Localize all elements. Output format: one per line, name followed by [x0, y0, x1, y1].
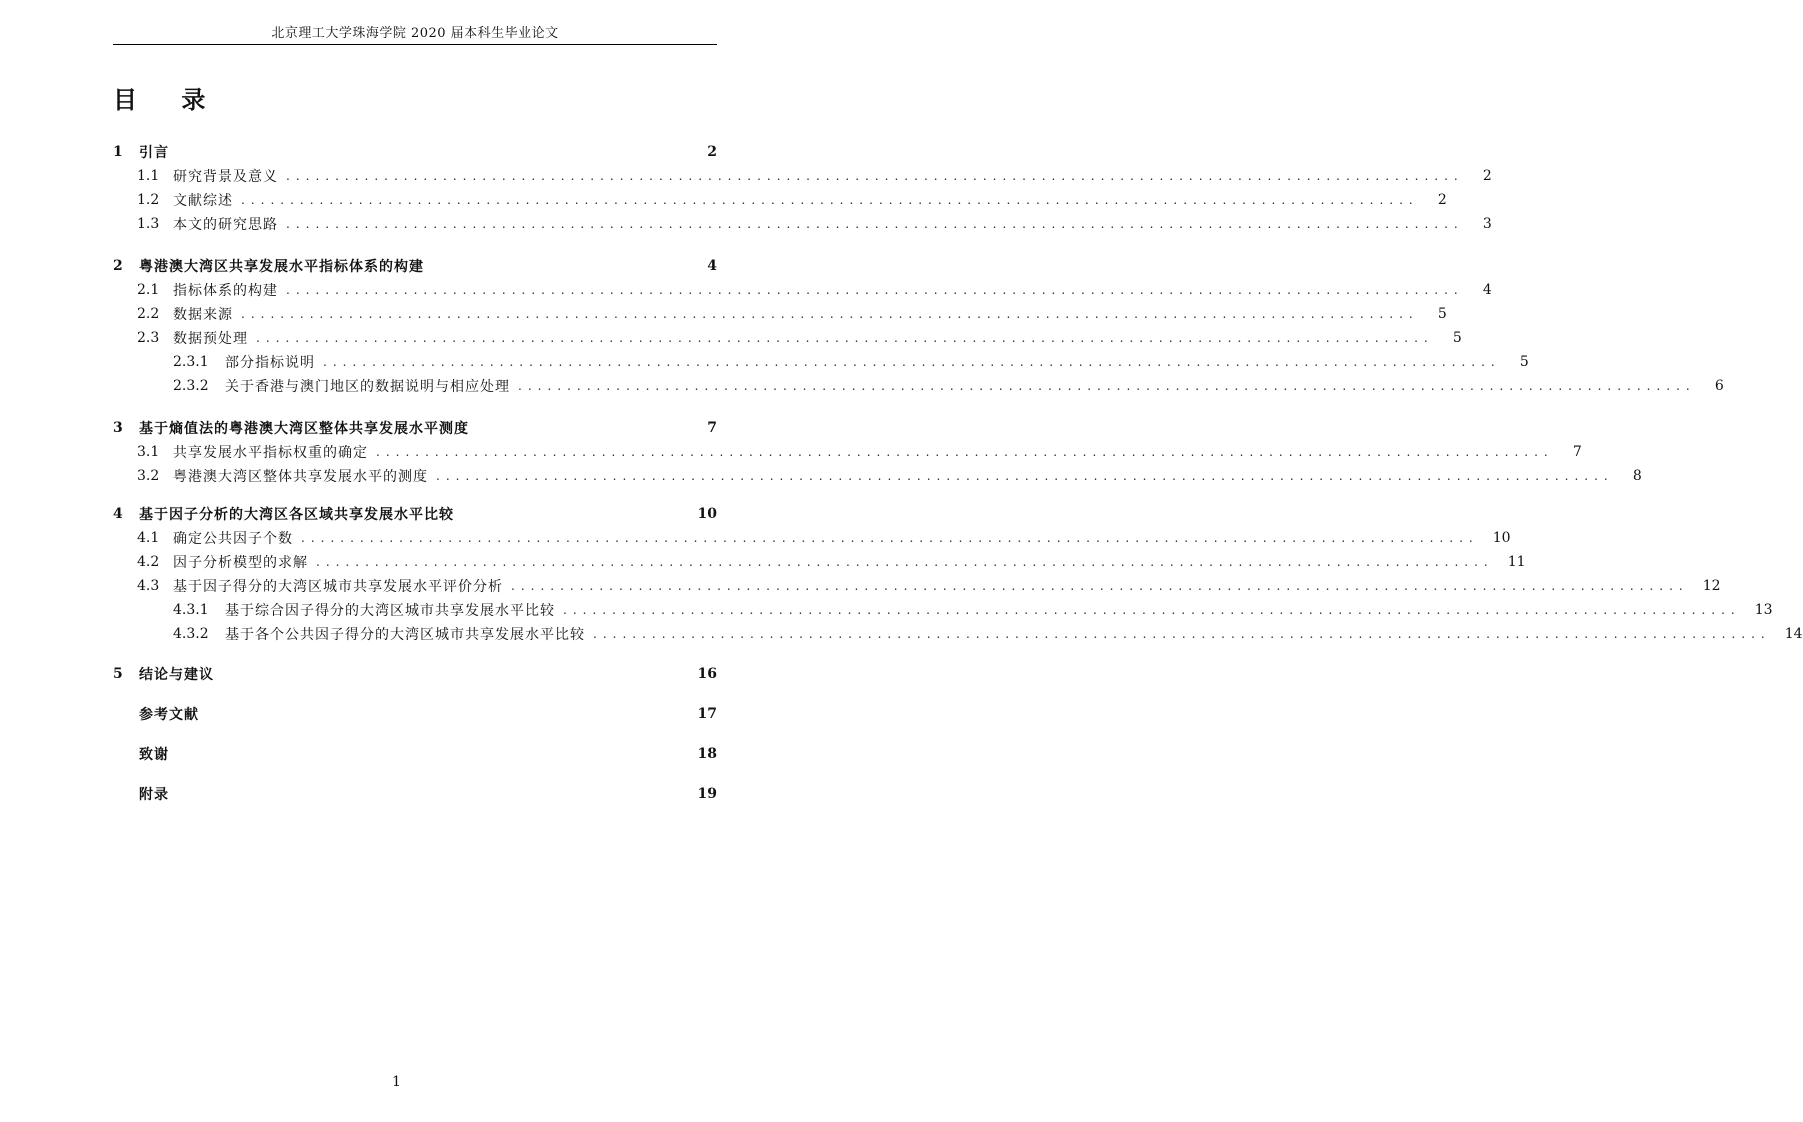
toc-dot-leader: ........................................................................................................................	[241, 193, 1419, 207]
toc-entry-label: 参考文献	[139, 707, 199, 723]
toc-entry-number: 4.3.1	[173, 602, 209, 618]
toc-entry[interactable]	[173, 600, 1773, 620]
toc-entry-number: 1.3	[137, 216, 160, 232]
page-number: 1	[392, 1074, 401, 1090]
toc-entry[interactable]	[173, 376, 1724, 396]
toc-entry-label: 部分指标说明	[225, 355, 315, 371]
toc-entry-page: 2	[707, 144, 717, 160]
toc-entry[interactable]	[113, 142, 717, 162]
toc-entry-page: 16	[697, 666, 717, 682]
toc-entry[interactable]	[137, 280, 1492, 300]
toc-entry[interactable]	[137, 466, 1642, 486]
toc-entry-label: 基于因子得分的大湾区城市共享发展水平评价分析	[173, 579, 503, 595]
toc-entry-label: 文献综述	[173, 193, 233, 209]
toc-entry-number: 1	[113, 144, 123, 160]
toc-entry[interactable]	[113, 504, 717, 524]
toc-entry[interactable]	[113, 664, 717, 684]
toc-entry-page: 5	[1519, 354, 1529, 370]
toc-entry-page: 4	[1482, 282, 1492, 298]
toc-entry-label: 粤港澳大湾区共享发展水平指标体系的构建	[139, 259, 424, 275]
toc-entry-page: 14	[1784, 626, 1803, 642]
toc-entry-number: 5	[113, 666, 123, 682]
toc-entry-number: 3.2	[137, 468, 160, 484]
toc-entry-label: 基于因子分析的大湾区各区域共享发展水平比较	[139, 507, 454, 523]
toc-dot-leader: ........................................................................................................................	[436, 469, 1614, 483]
toc-dot-leader: ........................................................................................................................	[593, 627, 1771, 641]
toc-entry[interactable]	[137, 304, 1447, 324]
toc-entry-page: 17	[697, 706, 717, 722]
toc-entry-number: 4.3	[137, 578, 160, 594]
toc-entry-page: 11	[1507, 554, 1526, 570]
toc-dot-leader: ........................................................................................................................	[286, 169, 1464, 183]
toc-entry-label: 关于香港与澳门地区的数据说明与相应处理	[225, 379, 510, 395]
toc-dot-leader: ........................................................................................................................	[323, 355, 1501, 369]
running-header: 北京理工大学珠海学院 2020 届本科生毕业论文	[271, 26, 559, 41]
toc-entry[interactable]	[113, 784, 717, 804]
toc-entry-number: 1.2	[137, 192, 160, 208]
toc-entry[interactable]	[137, 166, 1492, 186]
toc-entry[interactable]	[137, 576, 1721, 596]
toc-dot-leader: ........................................................................................................................	[518, 379, 1696, 393]
toc-dot-leader: ........................................................................................................................	[316, 555, 1494, 569]
toc-entry-page: 4	[707, 258, 717, 274]
toc-entry-label: 结论与建议	[139, 667, 214, 683]
header-rule	[113, 44, 717, 45]
toc-entry-page: 6	[1714, 378, 1724, 394]
toc-dot-leader: ........................................................................................................................	[301, 531, 1479, 545]
toc-entry[interactable]	[113, 418, 717, 438]
toc-dot-leader: ........................................................................................................................	[563, 603, 1741, 617]
toc-entry-number: 2.3.2	[173, 378, 209, 394]
toc-dot-leader: ........................................................................................................................	[256, 331, 1434, 345]
toc-entry-page: 3	[1482, 216, 1492, 232]
toc-entry-page: 19	[697, 786, 717, 802]
toc-entry-number: 2.2	[137, 306, 160, 322]
toc-entry-number: 3	[113, 420, 123, 436]
toc-title: 目 录	[113, 85, 224, 114]
toc-entry-label: 本文的研究思路	[173, 217, 278, 233]
toc-entry[interactable]	[137, 328, 1462, 348]
toc-entry-number: 1.1	[137, 168, 160, 184]
toc-entry-page: 12	[1702, 578, 1721, 594]
toc-entry-page: 2	[1482, 168, 1492, 184]
toc-entry-label: 数据预处理	[173, 331, 248, 347]
toc-entry[interactable]	[173, 352, 1529, 372]
toc-entry-number: 2	[113, 258, 123, 274]
toc-entry[interactable]	[173, 624, 1803, 644]
toc-entry-label: 基于综合因子得分的大湾区城市共享发展水平比较	[225, 603, 555, 619]
toc-entry-label: 指标体系的构建	[173, 283, 278, 299]
toc-entry-page: 7	[1572, 444, 1582, 460]
toc-entry[interactable]	[137, 442, 1582, 462]
toc-entry-label: 引言	[139, 145, 169, 161]
toc-entry-page: 13	[1754, 602, 1773, 618]
toc-entry-label: 因子分析模型的求解	[173, 555, 308, 571]
toc-entry-number: 3.1	[137, 444, 160, 460]
toc-dot-leader: ........................................................................................................................	[376, 445, 1554, 459]
toc-entry[interactable]	[113, 744, 717, 764]
toc-entry-page: 8	[1632, 468, 1642, 484]
toc-dot-leader: ........................................................................................................................	[241, 307, 1419, 321]
toc-dot-leader: ........................................................................................................................	[286, 283, 1464, 297]
toc-entry[interactable]	[137, 552, 1526, 572]
toc-entry-label: 基于熵值法的粤港澳大湾区整体共享发展水平测度	[139, 421, 469, 437]
toc-entry[interactable]	[137, 214, 1492, 234]
toc-entry-label: 致谢	[139, 747, 169, 763]
toc-entry-number: 4.1	[137, 530, 160, 546]
toc-entry-label: 粤港澳大湾区整体共享发展水平的测度	[173, 469, 428, 485]
toc-entry-page: 7	[707, 420, 717, 436]
toc-entry[interactable]	[137, 528, 1511, 548]
toc-entry-label: 研究背景及意义	[173, 169, 278, 185]
toc-entry-number: 2.3	[137, 330, 160, 346]
toc-entry-number: 4.2	[137, 554, 160, 570]
toc-entry-label: 共享发展水平指标权重的确定	[173, 445, 368, 461]
toc-entry-page: 2	[1437, 192, 1447, 208]
toc-dot-leader: ........................................................................................................................	[286, 217, 1464, 231]
toc-entry-page: 10	[697, 506, 717, 522]
toc-entry-page: 10	[1492, 530, 1511, 546]
toc-entry[interactable]	[137, 190, 1447, 210]
toc-entry-number: 4	[113, 506, 123, 522]
toc-entry-page: 18	[697, 746, 717, 762]
toc-entry-page: 5	[1452, 330, 1462, 346]
toc-entry[interactable]	[113, 704, 717, 724]
toc-entry-number: 4.3.2	[173, 626, 209, 642]
toc-entry-page: 5	[1437, 306, 1447, 322]
toc-entry-label: 基于各个公共因子得分的大湾区城市共享发展水平比较	[225, 627, 585, 643]
toc-entry-number: 2.1	[137, 282, 160, 298]
toc-entry-label: 数据来源	[173, 307, 233, 323]
toc-entry-number: 2.3.1	[173, 354, 209, 370]
toc-dot-leader: ........................................................................................................................	[511, 579, 1689, 593]
toc-entry-label: 附录	[139, 787, 169, 803]
toc-entry[interactable]	[113, 256, 717, 276]
toc-entry-label: 确定公共因子个数	[173, 531, 293, 547]
